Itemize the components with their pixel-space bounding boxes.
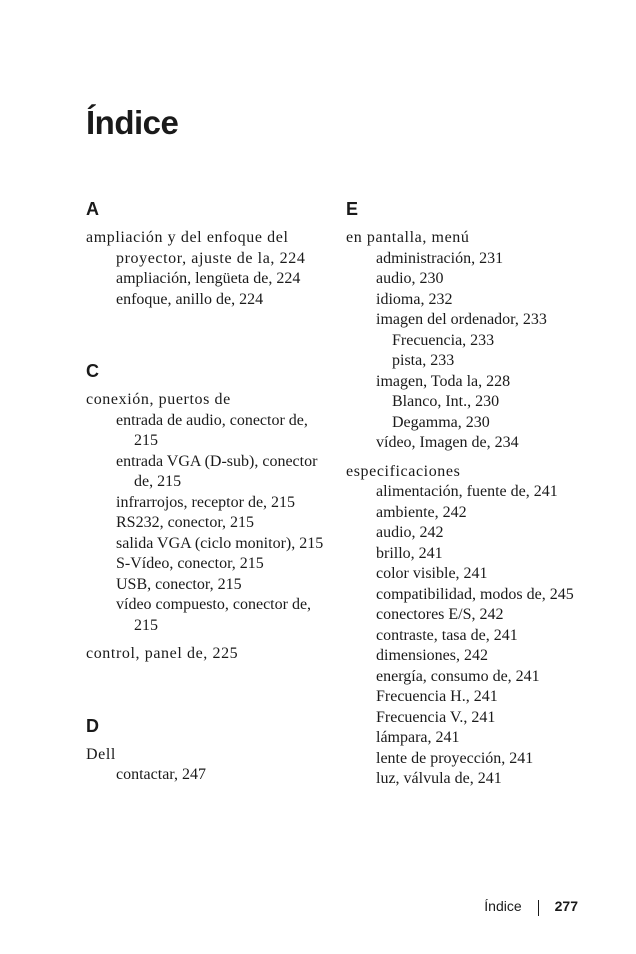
- section-letter: A: [86, 199, 99, 219]
- index-subentry: luz, válvula de, 241: [376, 770, 502, 787]
- index-subentry: compatibilidad, modos de, 245: [376, 585, 574, 603]
- index-subentry: vídeo compuesto, conector de, 215: [116, 596, 312, 634]
- section-letter: C: [86, 361, 99, 381]
- index-subentry: vídeo, Imagen de, 234: [376, 434, 519, 451]
- index-subentry: S-Vídeo, conector, 215: [116, 555, 264, 572]
- index-subentry: USB, conector, 215: [116, 575, 242, 593]
- index-column-left: [86, 196, 326, 786]
- page-number: 277: [554, 898, 578, 914]
- index-section-d: [86, 713, 326, 786]
- page-footer: [484, 896, 578, 916]
- index-subentry: lente de proyección, 241: [376, 749, 534, 767]
- page-title: Índice: [86, 104, 179, 141]
- index-subsubentry: Frecuencia, 233: [392, 331, 495, 349]
- index-subentry: Frecuencia V., 241: [376, 708, 496, 726]
- index-subentry: audio, 230: [376, 270, 444, 287]
- index-subentry: alimentación, fuente de, 241: [376, 483, 558, 500]
- index-subentry: imagen, Toda la, 228: [376, 372, 511, 390]
- index-subentry: energía, consumo de, 241: [376, 667, 540, 685]
- index-subentry: Frecuencia H., 241: [376, 688, 498, 705]
- index-subentry: ambiente, 242: [376, 503, 467, 521]
- index-subentry: infrarrojos, receptor de, 215: [116, 493, 296, 511]
- index-subentry: entrada VGA (D-sub), conector de, 215: [116, 452, 318, 490]
- index-column-right: [346, 196, 586, 790]
- index-subentry: imagen del ordenador, 233: [376, 311, 547, 328]
- index-subsubentry: Blanco, Int., 230: [392, 393, 500, 410]
- index-subentry: brillo, 241: [376, 544, 443, 562]
- index-entry: ampliación y del enfoque del proyector, ajuste de la, 224: [86, 229, 306, 267]
- index-subentry: salida VGA (ciclo monitor), 215: [116, 534, 324, 552]
- index-subentry: entrada de audio, conector de, 215: [116, 411, 308, 449]
- index-subentry: lámpara, 241: [376, 729, 460, 746]
- index-subsubentry: pista, 233: [392, 352, 455, 369]
- index-subsubentry: Degamma, 230: [392, 413, 490, 431]
- index-subentry: color visible, 241: [376, 565, 488, 582]
- index-subentry: RS232, conector, 215: [116, 514, 255, 531]
- index-subentry: conectores E/S, 242: [376, 606, 504, 623]
- index-entry: conexión, puertos de: [86, 391, 231, 408]
- index-subentry: enfoque, anillo de, 224: [116, 290, 264, 308]
- index-subentry: idioma, 232: [376, 290, 453, 308]
- index-subentry: administración, 231: [376, 249, 504, 267]
- index-subentry: contraste, tasa de, 241: [376, 626, 518, 644]
- index-subentry: contactar, 247: [116, 766, 206, 783]
- index-subentry: dimensiones, 242: [376, 647, 488, 664]
- index-entry: Dell: [86, 745, 116, 763]
- index-section-a: [86, 196, 326, 310]
- index-subentry: ampliación, lengüeta de, 224: [116, 270, 301, 287]
- index-subentry: audio, 242: [376, 524, 444, 541]
- section-letter: D: [86, 715, 99, 736]
- index-entry: en pantalla, menú: [346, 229, 470, 246]
- index-entry: control, panel de, 225: [86, 645, 239, 662]
- footer-separator: [538, 900, 539, 916]
- footer-label: Índice: [484, 898, 522, 914]
- section-letter: E: [346, 199, 359, 219]
- index-section-e: [346, 196, 586, 790]
- index-section-c: [86, 358, 326, 665]
- index-entry: especificaciones: [346, 462, 461, 480]
